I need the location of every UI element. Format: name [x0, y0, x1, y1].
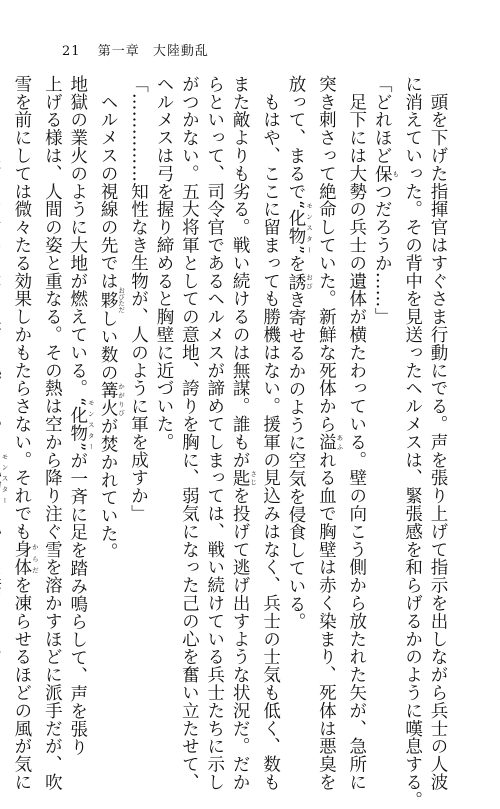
text-segment: また敵よりも劣る。戦い続けるのは無謀。誰もが	[230, 75, 251, 469]
ruby-word: 夥 おびただ	[98, 286, 126, 313]
text-segment: を凍らせるほどの風が気に	[11, 576, 32, 792]
text-line	[343, 75, 368, 791]
ruby-word: “化物” モンスター	[285, 200, 313, 255]
text-segment: らといって、司令官であるヘルメスが諦めてしまっては、戦い続けている兵士たちに示し	[204, 75, 225, 791]
furigana: モンスター	[0, 450, 9, 506]
ruby-word: 身体 からだ	[11, 540, 39, 577]
text-line	[399, 75, 424, 809]
furigana: かがりび	[117, 381, 126, 418]
text-segment: ヘルメスは弓を握り締めると胸壁に近づいた。	[153, 75, 174, 451]
text-segment: しい数の	[98, 309, 119, 382]
text-segment: 「どれほど	[372, 75, 393, 165]
text-segment: 突き刺さって絶命していた。新鮮な死体から	[316, 75, 337, 433]
text-line	[369, 75, 399, 685]
ruby-word: 匙 さじ	[230, 468, 258, 487]
text-segment: 地獄の業火のように大地が燃えている。	[67, 75, 88, 398]
text-line	[283, 75, 313, 685]
text-segment: 「……………知性なき生物が、人のように軍を成すか」	[128, 75, 149, 523]
chapter-title: 大陸動乱	[152, 44, 209, 59]
text-segment: 雪を前にしては微々たる効果しかもたらさない。それでも	[11, 75, 32, 541]
text-segment: に消えていった。その背中を見送ったヘルメスは、緊張感を和らげるかのように嘆息する。	[402, 75, 423, 809]
furigana: も	[391, 164, 400, 183]
text-segment: がつかない。五大将軍としての意地、誇りを胸に、弱気になった己の心を奮い立たせて、	[179, 75, 200, 791]
chapter-label: 第一章	[97, 44, 140, 59]
page-header	[62, 40, 209, 59]
text-line	[9, 75, 39, 792]
text-segment: が一斉に足を踏み鳴らして、声を張り	[67, 451, 88, 757]
text-line	[151, 75, 176, 685]
ruby-word: 誘 おび	[285, 272, 313, 291]
text-line	[227, 75, 258, 792]
text-segment: 上げる様は、人間の姿と重なる。その熱は空から降り注ぐ雪を溶かすほどに派手だが、吹	[42, 75, 63, 791]
text-line	[95, 75, 125, 685]
furigana: おび	[304, 272, 313, 291]
text-segment	[0, 505, 2, 666]
text-segment: 放って、まるで	[285, 75, 306, 201]
text-segment: つだろうか……」	[372, 182, 393, 326]
text-segment: を投げて逃げ出すような状況だ。だか	[230, 486, 251, 792]
text-segment: れる血で胸壁は赤く染まり、死体は悪臭を	[316, 450, 337, 792]
text-segment: 足下には大勢の兵士の遺体が横たわっている。壁の向こう側から放たれた矢が、急所に	[346, 75, 367, 791]
text-segment: き寄せるかのように空気を侵食している。	[285, 290, 306, 631]
text-segment: ヘルメスの視線の先では	[98, 75, 119, 290]
ruby-word	[0, 450, 9, 506]
furigana: からだ	[30, 540, 39, 577]
ruby-word: 溢 あふ	[316, 433, 344, 451]
text-line	[176, 75, 201, 791]
text-segment: もはや、ここに留まっても勝機はない。援軍の見込みはなく、兵士の士気も低く、数も	[260, 75, 281, 791]
vertical-body-text	[0, 75, 450, 809]
furigana: あふ	[335, 433, 344, 451]
ruby-word: “化物” モンスター	[67, 397, 95, 452]
text-segment: 頭を下げた指揮官はすぐさま行動にでる。声を張り上げて指示を出しながら兵士の人波	[428, 75, 448, 791]
text-line	[0, 75, 9, 685]
text-line	[425, 75, 450, 791]
page-number: 21	[62, 44, 81, 59]
furigana: モンスター	[304, 200, 313, 255]
furigana: おびただ	[117, 286, 126, 313]
text-line	[64, 75, 95, 757]
text-line	[201, 75, 226, 791]
ruby-word: 篝火 かがりび	[98, 381, 126, 418]
text-line	[125, 75, 150, 685]
text-line	[313, 75, 344, 792]
text-segment	[0, 75, 2, 451]
furigana: さじ	[249, 468, 258, 487]
text-line	[39, 75, 64, 791]
furigana: モンスター	[86, 397, 95, 452]
text-line	[257, 75, 282, 791]
text-segment: を	[285, 254, 306, 273]
ruby-word: 保 も	[372, 164, 400, 183]
text-segment: が焚かれていた。	[98, 417, 119, 561]
